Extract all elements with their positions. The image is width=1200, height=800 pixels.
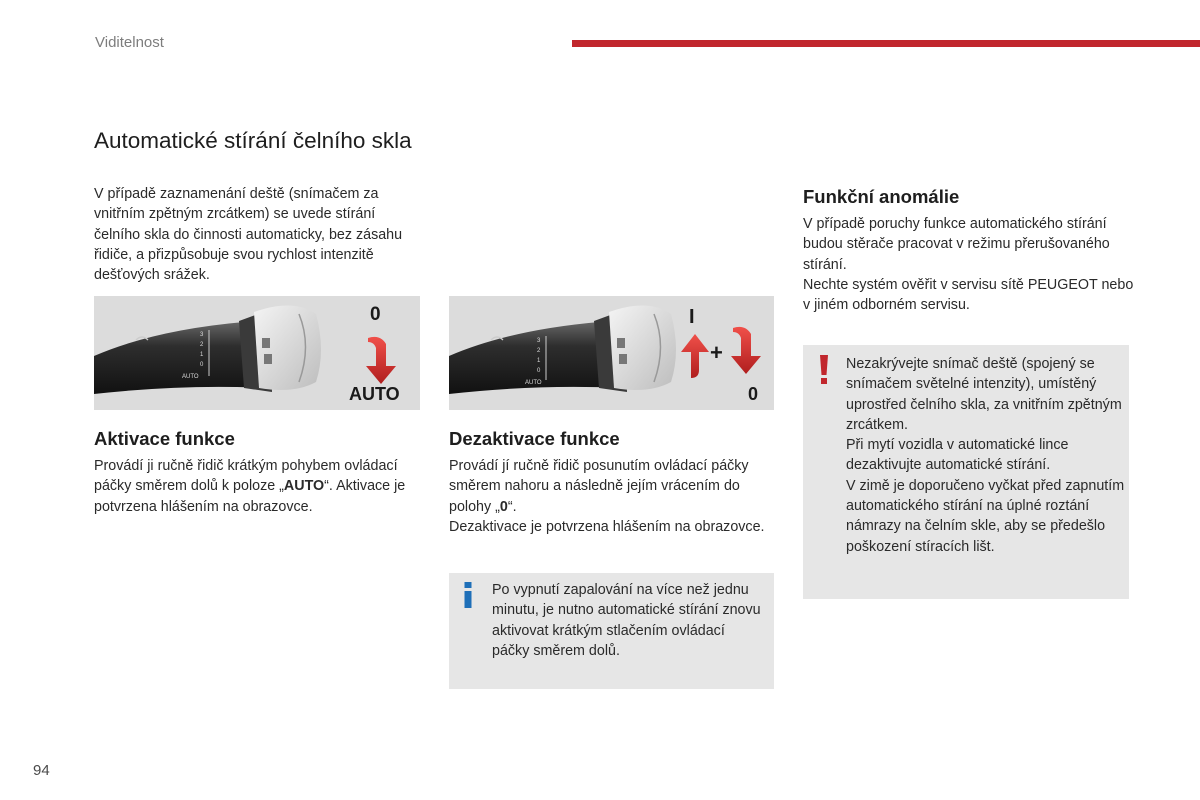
plus-sign: + (710, 340, 723, 365)
stalk-label-0: 0 (200, 362, 204, 368)
wiper-stalk-illustration (449, 296, 774, 410)
position-sign-0: 0 (748, 384, 759, 404)
header-accent-bar (572, 40, 1200, 47)
stalk-label-0: 0 (537, 368, 541, 374)
arrow-up-icon (681, 334, 709, 378)
warning-note-text: Nezakrývejte snímač deště (spojený se snímačem světelné intenzity), umístěný uprostřed čelního skla, za vnitřním zpětným zrcátkem. Při mytí vozidla v automatické lince dezaktivujte automatické stírání. V zimě je doporučeno vyčkat před zapnutím automatického stírání na úplné roztání námrazy na čelním skle, aby se předešlo poškození stíracích lišt. (846, 356, 1125, 555)
stalk-label-2: 2 (537, 348, 541, 354)
stalk-label-1: 1 (537, 358, 541, 364)
position-sign-auto: AUTO (349, 384, 400, 404)
anomaly-heading: Funkční anomálie (803, 186, 960, 207)
stalk-label-auto: AUTO (525, 380, 542, 386)
activation-figure (94, 296, 420, 410)
anomaly-paragraph: V případě poruchy funkce automatického stírání budou stěrače pracovat v režimu přerušovaného stírání. Nechte systém ověřit v servisu sítě PEUGEOT nebo v jiném odborném servisu. (803, 216, 1134, 314)
info-note-box (449, 573, 774, 689)
deactivation-figure (449, 296, 774, 410)
activation-paragraph: Provádí ji ručně řidič krátkým pohybem ovládací páčky směrem dolů k poloze „AUTO“. Aktivace je potvrzena hlášením na obrazovce. (94, 458, 406, 515)
intro-paragraph: V případě zaznamenání deště (snímačem za vnitřním zpětným zrcátkem) se uvede stírání čelního skla do činnosti automaticky, bez zásahu řidiče, a přizpůsobuje svou rychlost intenzitě dešťových srážek. (94, 186, 403, 284)
stalk-label-3: 3 (537, 338, 541, 344)
position-sign-1: I (689, 306, 695, 328)
auto-emphasis: AUTO (283, 478, 325, 495)
stalk-label-1: 1 (200, 352, 204, 358)
arrow-down-icon (731, 327, 761, 374)
page-title: Automatické stírání čelního skla (94, 128, 412, 153)
position-sign-0: 0 (370, 304, 381, 325)
page-number: 94 (33, 762, 50, 779)
info-icon (464, 582, 472, 608)
warning-note-box (803, 345, 1129, 599)
zero-emphasis: 0 (499, 498, 508, 515)
activation-heading: Aktivace funkce (94, 428, 235, 449)
stalk-label-2: 2 (200, 342, 204, 348)
arrow-down-icon (366, 337, 396, 384)
section-header: Viditelnost (95, 34, 164, 51)
wiper-stalk-illustration (94, 296, 420, 410)
stalk-label-auto: AUTO (182, 374, 199, 380)
warning-icon (817, 355, 831, 385)
stalk-label-3: 3 (200, 332, 204, 338)
deactivation-heading: Dezaktivace funkce (449, 428, 620, 449)
deactivation-paragraph: Provádí jí ručně řidič posunutím ovládací páčky směrem nahoru a následně jejím vrácením do polohy „0“. Dezaktivace je potvrzena hlášením na obrazovce. (449, 458, 765, 535)
info-note-text: Po vypnutí zapalování na více než jednu minutu, je nutno automatické stírání znovu aktivovat krátkým stlačením ovládací páčky směrem dolů. (492, 582, 761, 659)
